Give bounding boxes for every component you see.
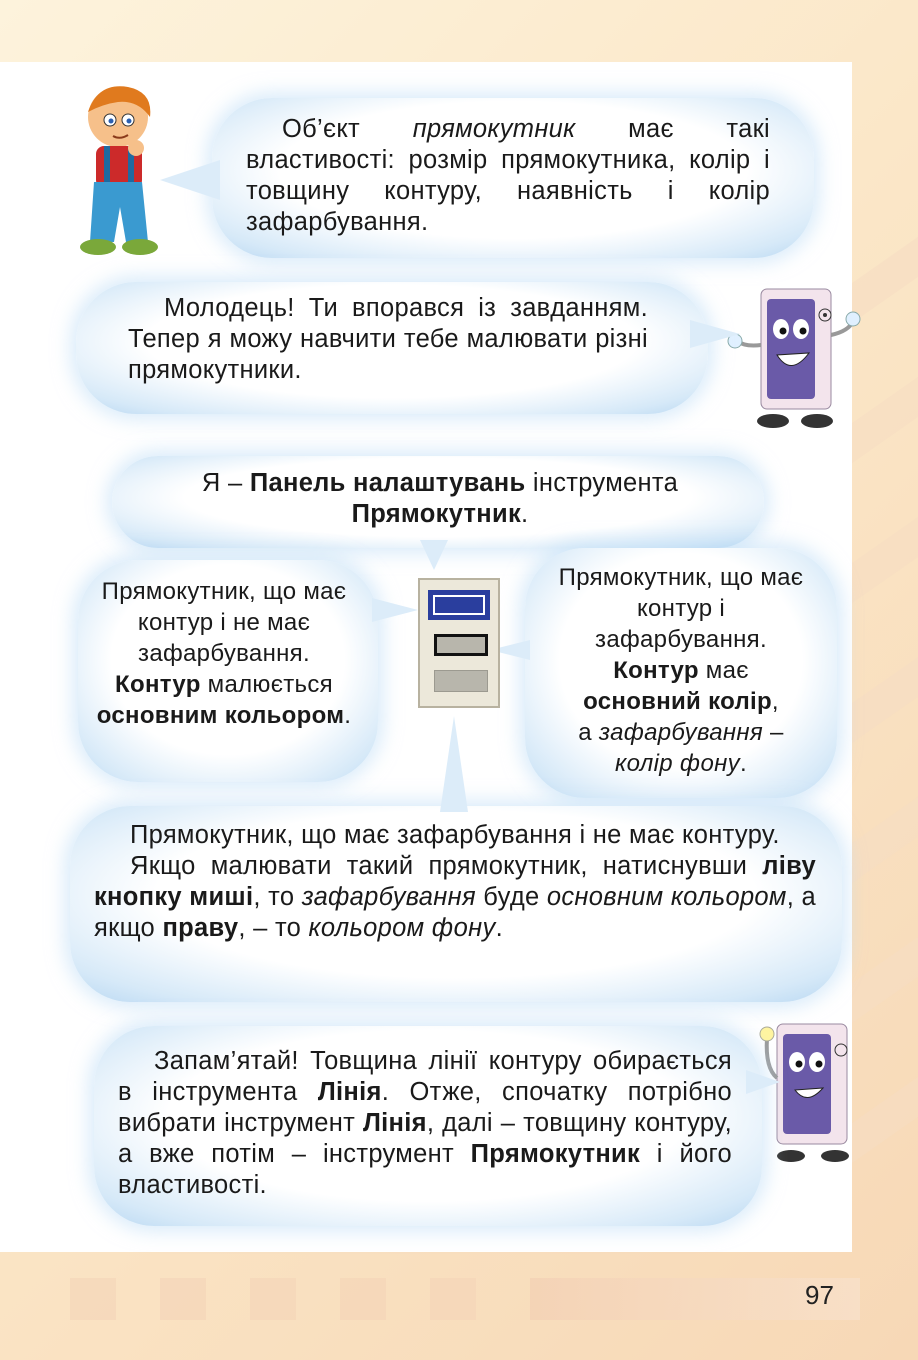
bubble-6-paragraph-2: Якщо малювати такий прямокутник, натиснувши ліву кнопку миші, то зафарбування буде основним кольором, а якщо праву, – то кольором фону. xyxy=(94,852,816,942)
speech-bubble-tail xyxy=(372,598,418,622)
computer-character-icon xyxy=(725,285,865,435)
speech-bubble-tail xyxy=(690,320,740,348)
bubble-3-text: Я – Панель налаштувань інструмента Прямокутник. xyxy=(201,469,679,528)
margin-stripe xyxy=(852,657,918,743)
page-number: 97 xyxy=(805,1280,834,1310)
speech-bubble-tail xyxy=(440,716,468,812)
outline-and-fill-option[interactable] xyxy=(434,634,488,656)
bubble-7-text: Запам’ятай! Товщина лінії контуру обирається в інструмента Лінія. Отже, спочатку потрібно вибрати інструмент Лінія, далі – товщину контуру, а вже потім – інструмент Прямокутник і його властивості. xyxy=(118,1047,733,1199)
boy-character-icon xyxy=(68,82,168,262)
margin-stripe xyxy=(852,937,918,1023)
speech-bubble-tail xyxy=(420,540,448,570)
bubble-6-paragraph-1: Прямокутник, що має зафарбування і не має контуру. xyxy=(130,821,780,849)
margin-stripe xyxy=(852,517,918,603)
bubble-1-text: Об’єкт прямокутник має такі властивості: розмір прямокутника, колір і товщину контуру, наявність і колір зафарбування. xyxy=(246,115,770,236)
speech-bubble-tail xyxy=(746,1070,780,1094)
bubble-4-text: Прямокутник, що має контур і не має зафарбування. Контур малюється основним кольором. xyxy=(96,578,352,729)
outline-only-option[interactable] xyxy=(428,590,490,620)
rectangle-toolbar-panel xyxy=(418,578,500,708)
margin-stripe xyxy=(852,1077,918,1163)
fill-only-option[interactable] xyxy=(434,670,488,692)
bubble-2-text: Молодець! Ти впорався із завданням. Тепер я можу навчити тебе малювати різні прямокутники. xyxy=(128,294,648,384)
margin-stripe xyxy=(852,797,918,883)
speech-bubble-tail xyxy=(160,160,220,200)
bubble-5-text: Прямокутник, що має контур і зафарбування. Контур має основний колір, а зафарбування – колір фону. xyxy=(558,564,804,777)
bubble-6-text xyxy=(94,820,816,944)
